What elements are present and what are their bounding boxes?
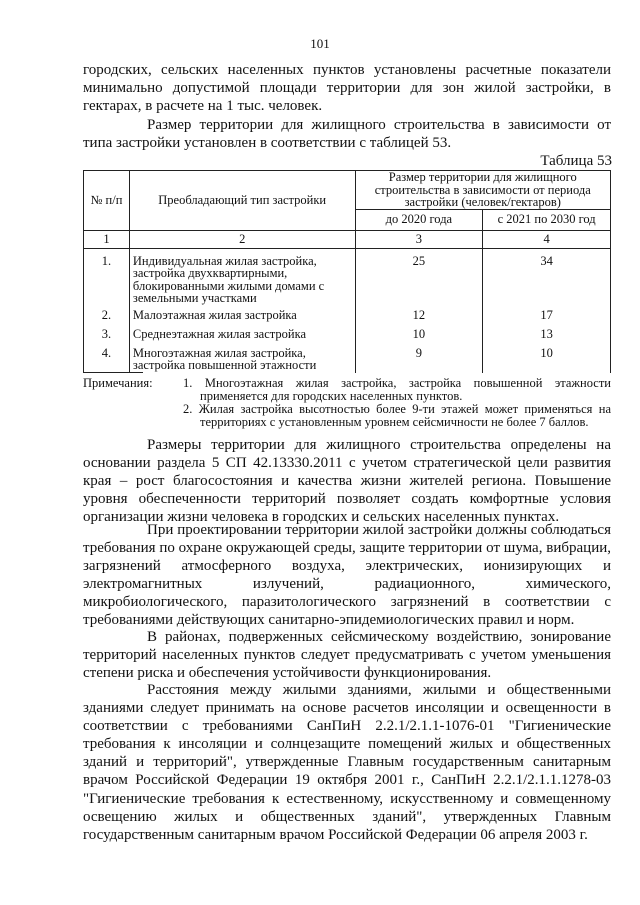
notes-divider (83, 372, 143, 373)
row-value-2020: 10 (355, 325, 483, 344)
table-row (84, 305, 611, 325)
row-num: 4. (84, 344, 130, 373)
body-paragraph: При проектировании территории жилой застройки должны соблюдаться требования по охране окружающей среды, защите территории от шума, вибрации, загрязнений атмосферного воздуха, электрических, ионизирующих и электромагнитных излучений, радиационного, химического, микробиологического, паразитологического загрязнений в соответствии с требованиями действующих санитарно-эпидемиологических правил и норм. (83, 522, 611, 629)
note-item: 2. Жилая застройка высотностью более 9-ти этажей может применяться на территориях с установленным уровнем сейсмичности не более 7 баллов. (183, 402, 611, 429)
header-period-2: с 2021 по 2030 год (483, 209, 611, 230)
row-num: 3. (84, 325, 130, 344)
col-number: 2 (129, 230, 355, 248)
table-header-row (84, 171, 611, 210)
row-value-2020: 12 (355, 305, 483, 325)
body-paragraph: Размеры территории для жилищного строительства определены на основании раздела 5 СП 42.13330.2011 с учетом стратегической цели развития края – рост благосостояния и качества жизни жителей региона. Повышение уровня обеспеченности территорий позволяет создать комфортные условия организации жизни человека в городских и сельских населенных пунктах. (83, 437, 611, 526)
header-size: Размер территории для жилищного строительства в зависимости от периода застройки (человек/гектаров) (355, 171, 611, 210)
col-number: 4 (483, 230, 611, 248)
header-period-1: до 2020 года (355, 209, 483, 230)
row-num: 1. (84, 248, 130, 305)
row-value-2020: 9 (355, 344, 483, 373)
header-num: № п/п (84, 171, 130, 231)
column-number-row (84, 230, 611, 248)
row-type: Среднеэтажная жилая застройка (129, 325, 355, 344)
col-number: 1 (84, 230, 130, 248)
row-type: Индивидуальная жилая застройка, застройка двухквартирными, блокированными жилыми домами с земельными участками (129, 248, 355, 305)
territory-size-table (83, 170, 611, 373)
row-num: 2. (84, 305, 130, 325)
row-value-2020: 25 (355, 248, 483, 305)
intro-paragraph: городских, сельских населенных пунктов установлены расчетные показатели минимально допустимой площади территории для зон жилой застройки, в гектарах, в расчете на 1 тыс. человек. (83, 62, 611, 115)
table-row (84, 325, 611, 344)
row-value-2030: 17 (483, 305, 611, 325)
body-paragraph: В районах, подверженных сейсмическому воздействию, зонирование территорий населенных пунктов следует предусматривать с учетом уменьшения степени риска и обеспечения устойчивости функционирования. (83, 629, 611, 682)
table-intro-paragraph: Размер территории для жилищного строительства в зависимости от типа застройки установлен в соответствии с таблицей 53. (83, 117, 611, 152)
header-type: Преобладающий тип застройки (129, 171, 355, 231)
table-row (84, 248, 611, 305)
page-number: 101 (310, 36, 330, 51)
row-type: Малоэтажная жилая застройка (129, 305, 355, 325)
body-paragraph: Расстояния между жилыми зданиями, жилыми и общественными зданиями следует принимать на основе расчетов инсоляции и освещенности в соответствии с требованиями СанПиН 2.2.1/2.1.1-1076-01 "Гигиенические требования к инсоляции и солнцезащите помещений жилых и общественных зданий и территорий", утвержденные Главным государственным санитарным врачом Российской Федерации 19 октября 2001 г., СанПиН 2.2.1/2.1.1.1278-03 "Гигиенические требования к естественному, искусственному и совмещенному освещению жилых и общественных зданий", утвержденных Главным государственным санитарным врачом Российской Федерации 06 апреля 2003 г. (83, 682, 611, 843)
note-item: 1. Многоэтажная жилая застройка, застройка повышенной этажности применяется для городских населенных пунктов. (183, 376, 611, 403)
table-row (84, 344, 611, 373)
col-number: 3 (355, 230, 483, 248)
table-caption: Таблица 53 (540, 153, 612, 169)
row-value-2030: 13 (483, 325, 611, 344)
notes-label: Примечания: (83, 376, 153, 390)
row-value-2030: 10 (483, 344, 611, 373)
row-value-2030: 34 (483, 248, 611, 305)
row-type: Многоэтажная жилая застройка, застройка повышенной этажности (129, 344, 355, 373)
